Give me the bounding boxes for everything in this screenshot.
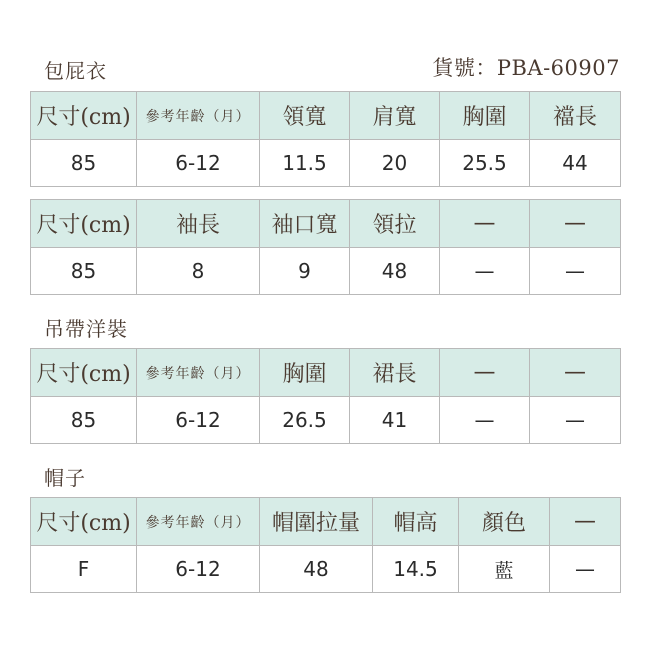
header-shoulder-width: 肩寬 — [350, 92, 440, 140]
cell-size: 85 — [31, 140, 137, 187]
header-skirt-length: 裙長 — [350, 349, 440, 397]
header-age: 參考年齡（月） — [137, 498, 260, 546]
header-chest: 胸圍 — [260, 349, 350, 397]
header-empty-2: — — [530, 200, 621, 248]
table-row — [31, 397, 621, 444]
cell-hat-height: 14.5 — [373, 546, 459, 593]
header-age: 參考年齡（月） — [137, 349, 260, 397]
cell-chest: 26.5 — [260, 397, 350, 444]
cell-chest: 25.5 — [440, 140, 530, 187]
cell-sleeve-length: 8 — [137, 248, 260, 295]
header-age: 參考年齡（月） — [137, 92, 260, 140]
cell-age: 6-12 — [137, 140, 260, 187]
table-header-row — [31, 349, 621, 397]
cell-age: 6-12 — [137, 546, 260, 593]
cell-empty-1: — — [440, 397, 530, 444]
cell-skirt-length: 41 — [350, 397, 440, 444]
header-hat-circumference: 帽圍拉量 — [260, 498, 373, 546]
header-neck-width: 領寬 — [260, 92, 350, 140]
header-hat-height: 帽高 — [373, 498, 459, 546]
cell-crotch-length: 44 — [530, 140, 621, 187]
table-row — [31, 248, 621, 295]
cell-age: 6-12 — [137, 397, 260, 444]
cell-hat-circumference: 48 — [260, 546, 373, 593]
table-header-row — [31, 498, 621, 546]
cell-size: 85 — [31, 248, 137, 295]
cell-empty-2: — — [530, 397, 621, 444]
table-row — [31, 546, 621, 593]
header-neck-stretch: 領拉 — [350, 200, 440, 248]
table-header-row — [31, 200, 621, 248]
header-size: 尺寸(cm) — [31, 349, 137, 397]
bodysuit-size-table — [30, 91, 621, 187]
table-row — [31, 140, 621, 187]
header-cuff-width: 袖口寬 — [260, 200, 350, 248]
header-crotch-length: 襠長 — [530, 92, 621, 140]
header-size: 尺寸(cm) — [31, 498, 137, 546]
header-size: 尺寸(cm) — [31, 92, 137, 140]
header-empty-1: — — [440, 200, 530, 248]
header-sleeve-length: 袖長 — [137, 200, 260, 248]
cell-size: 85 — [31, 397, 137, 444]
cell-neck-width: 11.5 — [260, 140, 350, 187]
section-title-strap-dress: 吊帶洋裝 — [44, 317, 128, 341]
header-size: 尺寸(cm) — [31, 200, 137, 248]
header-empty-1: — — [440, 349, 530, 397]
section-title-hat: 帽子 — [44, 466, 86, 490]
header-chest: 胸圍 — [440, 92, 530, 140]
cell-shoulder-width: 20 — [350, 140, 440, 187]
header-empty-2: — — [530, 349, 621, 397]
section-title-bodysuit: 包屁衣 — [44, 59, 107, 83]
cell-empty-1: — — [550, 546, 621, 593]
cell-empty-1: — — [440, 248, 530, 295]
strap-dress-size-table — [30, 348, 621, 444]
cell-size: F — [31, 546, 137, 593]
product-sku: 貨號：PBA-60907 — [432, 56, 620, 80]
header-color: 顏色 — [459, 498, 550, 546]
hat-size-table — [30, 497, 621, 593]
cell-cuff-width: 9 — [260, 248, 350, 295]
cell-neck-stretch: 48 — [350, 248, 440, 295]
bodysuit-sleeve-table — [30, 199, 621, 295]
header-empty-1: — — [550, 498, 621, 546]
cell-color: 藍 — [459, 546, 550, 593]
cell-empty-2: — — [530, 248, 621, 295]
table-header-row — [31, 92, 621, 140]
